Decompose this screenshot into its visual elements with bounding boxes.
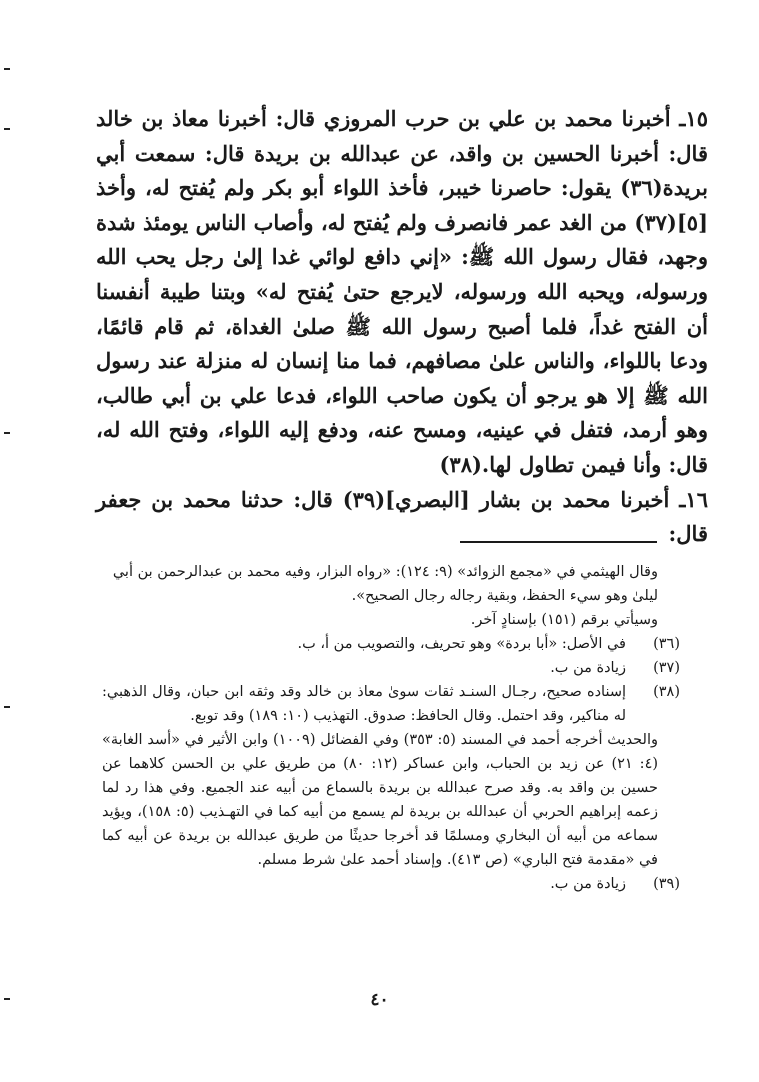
page-number: ٤٠	[370, 990, 389, 1010]
scan-edge-mark	[4, 128, 10, 130]
footnote-37	[102, 656, 680, 680]
footnote-number: (٣٩)	[653, 876, 680, 892]
footnote-number: (٣٨)	[653, 684, 680, 700]
footnotes	[102, 560, 680, 896]
footnote-36	[102, 632, 680, 656]
main-text	[96, 102, 708, 552]
footnote-separator	[460, 541, 657, 543]
footnote-continuation: وقال الهيثمي في «مجمع الزوائد» (٩: ١٢٤): «رواه البزار، وفيه محمد بن عبدالرحمن بن أبي ليلىٰ وهو سيء الحفظ، وبقية رجاله رجال الصحيح».	[112, 564, 658, 604]
footnote-39	[102, 872, 680, 896]
hadith-16: ١٦ـ أخبرنا محمد بن بشار [البصري](٣٩) قال: حدثنا محمد بن جعفر قال:	[96, 486, 708, 547]
scan-edge-mark	[4, 706, 10, 708]
footnote-text: في الأصل: «أبا بردة» وهو تحريف، والتصويب من أ، ب.	[297, 636, 626, 652]
footnote-continuation: وسيأتي برقم (١٥١) بإسنادٍ آخر.	[470, 612, 658, 628]
scan-edge-mark	[4, 432, 10, 434]
hadith-15: ١٥ـ أخبرنا محمد بن علي بن حرب المروزي قال: أخبرنا معاذ بن خالد قال: أخبرنا الحسين بن واقد، عن عبدالله بن بريدة قال: سمعت أبي بريدة(٣٦) يقول: حاصرنا خيبر، فأخذ اللواء أبو بكر ولم يُفتح له، وأخذ [٥](٣٧) من الغد عمر فانصرف ولم يُفتح له، وأصاب الناس يومئذ شدة وجهد، فقال رسول الله ﷺ: «إني دافع لوائي غدا إلىٰ رجل يحب الله ورسوله، ويحبه الله ورسوله، لايرجع حتىٰ يُفتح له» وبتنا طيبة أنفسنا أن الفتح غداً، فلما أصبح رسول الله ﷺ صلىٰ الغداة، ثم قام قائمًا، ودعا باللواء، والناس علىٰ مصافهم، فما منا إنسان له منزلة عند رسول الله ﷺ إلا هو يرجو أن يكون صاحب اللواء، فدعا علي بن أبي طالب، وهو أرمد، فتفل في عينيه، ومسح عنه، ودفع إليه اللواء، وفتح الله له، قال: وأنا فيمن تطاول لها.(٣٨)	[96, 106, 708, 477]
footnote-text: إسناده صحيح، رجـال السنـد ثقات سوىٰ معاذ بن خالد وقد وثقه ابن حبان، وقال الذهبي: له مناكير، وقد احتمل. وقال الحافظ: صدوق. التهذيب (١٠: ١٨٩) وقد توبع.	[102, 684, 626, 724]
footnote-number: (٣٧)	[653, 660, 680, 676]
footnote-text: زيادة من ب.	[550, 660, 626, 676]
footnote-38-paragraph-2: والحديث أخرجه أحمد في المسند (٥: ٣٥٣) وفي الفضائل (١٠٠٩) وابن الأثير في «أسد الغابة» (٤: ٢١) عن زيد بن الحباب، وابن عساكر (١٢: ٨٠) من طريق علي بن الحسن كلاهما عن حسين بن واقد به. وقد صرح عبدالله بن بريدة بالسماع من أبيه عند الجميع. وفي هذا رد لما زعمه إبراهيم الحربي أن عبدالله بن بريدة لم يسمع من أبيه كما في التهـذيب (٥: ١٥٨)، ويؤيد سماعه من أبيه أن البخاري ومسلمًا قد أخرجا حديثًا من طريق عبدالله بن بريدة عن أبيه كما في «مقدمة فتح الباري» (ص ٤١٣). وإسناد أحمد علىٰ شرط مسلم.	[102, 732, 659, 868]
footnote-38	[102, 680, 680, 728]
scan-edge-mark	[4, 68, 10, 70]
footnote-text: زيادة من ب.	[550, 876, 626, 892]
footnote-number: (٣٦)	[653, 636, 680, 652]
